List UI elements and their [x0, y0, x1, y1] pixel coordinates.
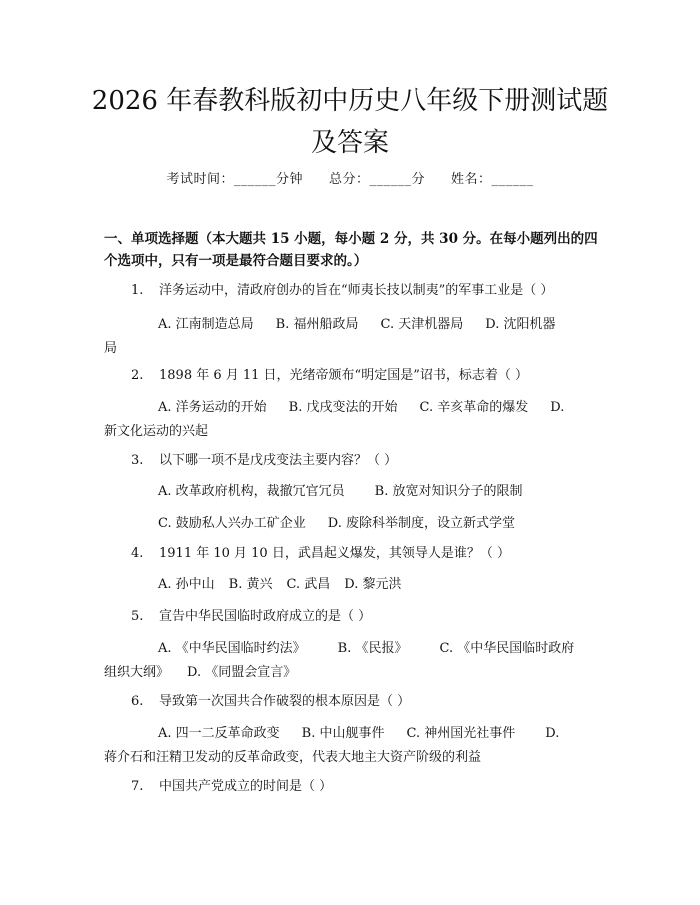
- option-d: D. 沈阳机器: [485, 317, 556, 332]
- option-b: B. 戊戌变法的开始: [288, 400, 398, 415]
- option-d-continued: 新文化运动的兴起: [104, 424, 209, 439]
- question-number: 4.: [131, 546, 144, 561]
- option-d: D. 黎元洪: [344, 577, 402, 592]
- page-title: [90, 80, 610, 164]
- option-b: B. 放宽对知识分子的限制: [374, 484, 523, 499]
- option-a: A. 江南制造总局: [158, 317, 254, 332]
- question-text: 中国共产党成立的时间是（ ）: [159, 779, 333, 794]
- question-number: 5.: [131, 609, 144, 624]
- question-text: 1911 年 10 月 10 日，武昌起义爆发，其领导人是谁？（ ）: [159, 546, 510, 561]
- section-heading-line-1: 一、单项选择题（本大题共 15 小题，每小题 2 分，共 30 分。在每小题列出的四: [104, 231, 598, 247]
- question-text: 洋务运动中，清政府创办的旨在“师夷长技以制夷”的军事工业是（ ）: [159, 283, 554, 298]
- option-c: C. 武昌: [286, 577, 331, 592]
- option-a: A. 四一二反革命政变: [158, 726, 280, 741]
- question-2-options: [104, 396, 604, 444]
- question-number: 2.: [131, 368, 144, 383]
- question-number: 1.: [131, 283, 144, 298]
- total-score-field: 总分：______分: [328, 172, 425, 187]
- question-text: 导致第一次国共合作破裂的根本原因是（ ）: [159, 694, 411, 709]
- option-d-continued: 蒋介石和汪精卫发动的反革命政变，代表大地主大资产阶级的利益: [104, 750, 482, 765]
- question-number: 6.: [131, 694, 144, 709]
- student-name-field: 姓名：______: [451, 172, 534, 187]
- option-c-continued: 组织大纲》: [104, 665, 170, 680]
- option-a: A. 《中华民国临时约法》: [158, 641, 306, 656]
- question-number: 7.: [131, 779, 144, 794]
- question-5-options: [104, 637, 604, 685]
- title-line-1: 2026 年春教科版初中历史八年级下册测试题: [91, 86, 609, 116]
- option-b: B. 福州船政局: [275, 317, 359, 332]
- option-d: D. 废除科举制度，设立新式学堂: [327, 516, 515, 531]
- option-b: B. 《民报》: [337, 641, 408, 656]
- question-7: [131, 775, 611, 794]
- exam-time-field: 考试时间：______分钟: [166, 172, 303, 187]
- option-d: D. 《同盟会宣言》: [187, 665, 297, 680]
- option-c: C. 《中华民国临时政府: [439, 641, 575, 656]
- question-3: [131, 449, 611, 468]
- option-b: B. 中山舰事件: [301, 726, 385, 741]
- option-c: C. 鼓励私人兴办工矿企业: [158, 516, 306, 531]
- option-a: A. 改革政府机构，裁撤冗官冗员: [158, 484, 345, 499]
- option-c: C. 天津机器局: [380, 317, 464, 332]
- option-d-continued: 局: [104, 341, 118, 356]
- question-5: [131, 605, 611, 624]
- question-6-options: [104, 722, 604, 770]
- option-c: C. 辛亥革命的爆发: [419, 400, 529, 415]
- option-a: A. 洋务运动的开始: [158, 400, 267, 415]
- question-text: 1898 年 6 月 11 日，光绪帝颁布“明定国是”诏书，标志着（ ）: [159, 368, 528, 383]
- option-d: D.: [550, 400, 565, 415]
- option-c: C. 神州国光社事件: [406, 726, 516, 741]
- section-heading-line-2: 个选项中，只有一项是最符合题目要求的。）: [104, 253, 368, 269]
- option-d: D.: [545, 726, 560, 741]
- question-number: 3.: [131, 453, 144, 468]
- question-text: 宣告中华民国临时政府成立的是（ ）: [159, 609, 372, 624]
- question-4-options: [104, 573, 604, 597]
- question-text: 以下哪一项不是戊戌变法主要内容？（ ）: [159, 453, 398, 468]
- question-3-options: [104, 480, 604, 536]
- question-1: [131, 279, 611, 298]
- question-4: [131, 542, 611, 561]
- question-6: [131, 690, 611, 709]
- question-1-options: [104, 313, 604, 361]
- option-a: A. 孙中山: [158, 577, 215, 592]
- option-b: B. 黄兴: [228, 577, 273, 592]
- question-2: [131, 364, 611, 383]
- exam-info-row: [0, 168, 700, 187]
- section-heading: [104, 228, 604, 272]
- title-line-2: 及答案: [310, 128, 389, 158]
